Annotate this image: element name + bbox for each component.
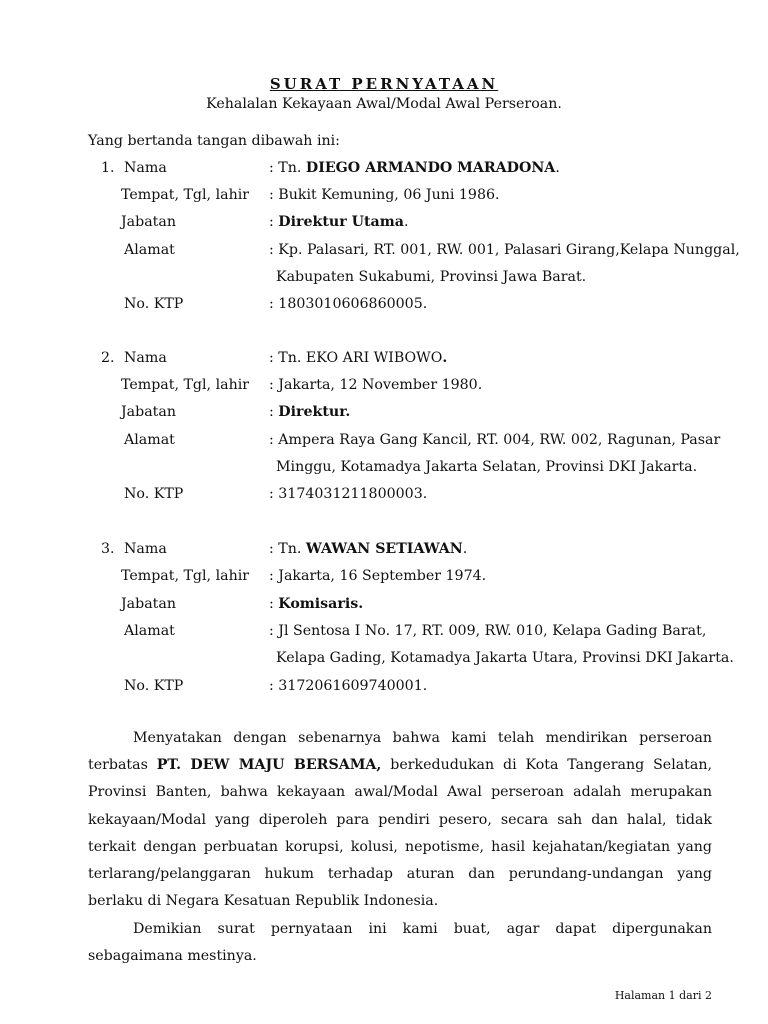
address-row xyxy=(0,430,768,450)
position-value: : Komisaris. xyxy=(269,596,364,612)
document-title: SURAT PERNYATAAN xyxy=(269,75,499,93)
id-row xyxy=(0,484,768,504)
birth-row xyxy=(0,185,768,205)
name-value: : Tn. EKO ARI WIBOWO. xyxy=(269,350,448,366)
person-name-row xyxy=(0,158,768,178)
closing-text: Demikian surat pernyataan ini kami buat, agar dapat dipergunakan sebagaimana mestinya. xyxy=(88,921,712,965)
id-row xyxy=(0,676,768,696)
address-row xyxy=(0,240,768,260)
company-name: PT. DEW MAJU BERSAMA, xyxy=(156,757,382,774)
birth-label: Tempat, Tgl, lahir xyxy=(121,568,250,584)
name-value: : Tn. WAWAN SETIAWAN. xyxy=(269,541,468,557)
statement-paragraph xyxy=(88,725,712,915)
birth-row xyxy=(0,566,768,586)
person-number: 2. xyxy=(101,350,115,366)
id-value: : 1803010606860005. xyxy=(269,296,428,312)
name-value: : Tn. DIEGO ARMANDO MARADONA. xyxy=(269,160,560,176)
position-label: Jabatan xyxy=(121,214,176,230)
birth-value: : Bukit Kemuning, 06 Juni 1986. xyxy=(269,187,500,203)
address-value-line-2: Kelapa Gading, Kotamadya Jakarta Utara, Provinsi DKI Jakarta. xyxy=(276,650,734,666)
position-label: Jabatan xyxy=(121,404,176,420)
id-value: : 3172061609740001. xyxy=(269,678,428,694)
intro-text: Yang bertanda tangan dibawah ini: xyxy=(88,133,340,149)
position-row xyxy=(0,212,768,232)
address-label: Alamat xyxy=(124,432,175,448)
address-label: Alamat xyxy=(124,623,175,639)
statement-lead: Menyatakan dengan sebenarnya bahwa kami telah mendirikan perseroan terbatas xyxy=(88,730,712,774)
address-row-continued xyxy=(0,457,768,477)
address-value-line-1: : Ampera Raya Gang Kancil, RT. 004, RW. 002, Ragunan, Pasar xyxy=(269,432,721,448)
position-value: : Direktur Utama. xyxy=(269,214,409,230)
statement-body: berkedudukan di Kota Tangerang Selatan, Provinsi Banten, bahwa kekayaan awal/Modal Awal perseroan adalah merupakan kekayaan/Modal yang diperoleh para pendiri pesero, secara sah dan halal, tidak terkait dengan perbuatan korupsi, kolusi, nepotisme, hasil kejahatan/kegiatan yang terlarang/pelanggaran hukum terhadap aturan dan perundang-undangan yang berlaku di Negara Kesatuan Republik Indonesia. xyxy=(88,757,712,910)
birth-value: : Jakarta, 16 September 1974. xyxy=(269,568,487,584)
address-value-line-1: : Jl Sentosa I No. 17, RT. 009, RW. 010, Kelapa Gading Barat, xyxy=(269,623,707,639)
birth-value: : Jakarta, 12 November 1980. xyxy=(269,377,483,393)
address-value-line-1: : Kp. Palasari, RT. 001, RW. 001, Palasari Girang,Kelapa Nunggal, xyxy=(269,242,740,258)
person-number: 1. xyxy=(101,160,115,176)
name-label: Nama xyxy=(124,160,167,176)
address-row-continued xyxy=(0,267,768,287)
id-label: No. KTP xyxy=(124,486,184,502)
id-label: No. KTP xyxy=(124,296,184,312)
position-row xyxy=(0,594,768,614)
person-number: 3. xyxy=(101,541,115,557)
birth-label: Tempat, Tgl, lahir xyxy=(121,187,250,203)
address-label: Alamat xyxy=(124,242,175,258)
person-name-row xyxy=(0,539,768,559)
position-value: : Direktur. xyxy=(269,404,351,420)
birth-label: Tempat, Tgl, lahir xyxy=(121,377,250,393)
document-subtitle: Kehalalan Kekayaan Awal/Modal Awal Perseroan. xyxy=(206,96,562,112)
name-label: Nama xyxy=(124,541,167,557)
id-value: : 3174031211800003. xyxy=(269,486,428,502)
position-label: Jabatan xyxy=(121,596,176,612)
position-row xyxy=(0,402,768,422)
id-label: No. KTP xyxy=(124,678,184,694)
address-row xyxy=(0,621,768,641)
address-row-continued xyxy=(0,648,768,668)
birth-row xyxy=(0,375,768,395)
address-value-line-2: Kabupaten Sukabumi, Provinsi Jawa Barat. xyxy=(276,269,587,285)
person-name-row xyxy=(0,348,768,368)
name-label: Nama xyxy=(124,350,167,366)
page-number: Halaman 1 dari 2 xyxy=(614,989,712,1002)
closing-paragraph xyxy=(88,916,712,970)
address-value-line-2: Minggu, Kotamadya Jakarta Selatan, Provinsi DKI Jakarta. xyxy=(276,459,698,475)
id-row xyxy=(0,294,768,314)
